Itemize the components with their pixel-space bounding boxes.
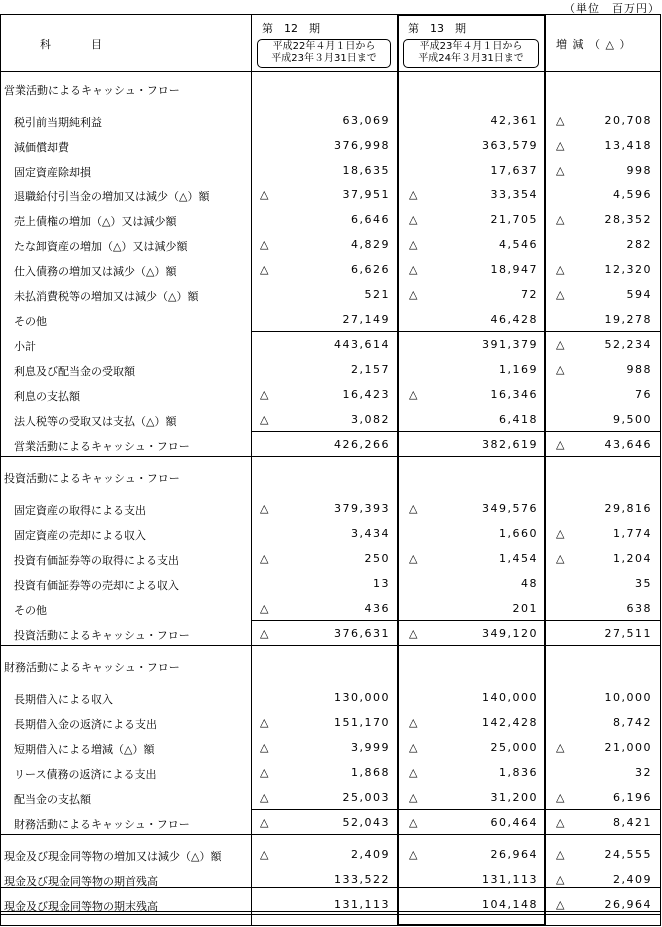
col13-value: 349,576 [482,502,538,515]
row-label: 仕入債務の増加又は減少（△）額 [14,265,177,278]
col12-value: 379,393 [334,502,390,515]
col12-value: 133,522 [334,873,390,886]
col13-value: 131,113 [482,873,538,886]
col13-negative-mark: △ [409,848,418,861]
row-label: 投資有価証券等の売却による収入 [14,579,179,592]
table-row [0,596,661,621]
diff-value: 8,421 [613,816,652,829]
row-label: その他 [14,604,47,617]
col13-period-end: 平成24年３月31日まで [418,53,524,64]
col13-value: 46,428 [490,313,538,326]
diff-value: 998 [626,164,652,177]
col12-negative-mark: △ [260,716,269,729]
col13-value: 21,705 [490,213,538,226]
col12-negative-mark: △ [260,848,269,861]
col12-value: 3,999 [351,741,390,754]
diff-negative-mark: △ [556,898,565,911]
col12-value: 6,646 [351,213,390,226]
table-row [0,842,661,867]
col12-value: 436 [364,602,390,615]
diff-value: 27,511 [604,627,652,640]
diff-negative-mark: △ [556,552,565,565]
diff-negative-mark: △ [556,816,565,829]
col13-negative-mark: △ [409,816,418,829]
diff-value: 28,352 [604,213,652,226]
col13-negative-mark: △ [409,502,418,515]
diff-negative-mark: △ [556,338,565,351]
col12-value: 27,149 [342,313,390,326]
diff-negative-mark: △ [556,363,565,376]
col12-value: 443,614 [334,338,390,351]
unit-label: （単位 百万円） [564,2,660,15]
col13-value: 72 [521,288,538,301]
col12-value: 2,409 [351,848,390,861]
diff-negative-mark: △ [556,791,565,804]
table-row [0,521,661,546]
diff-value: 594 [626,288,652,301]
col13-value: 1,169 [499,363,538,376]
diff-value: 29,816 [604,502,652,515]
diff-value: 76 [635,388,652,401]
table-row [0,282,661,307]
col12-negative-mark: △ [260,741,269,754]
diff-negative-mark: △ [556,438,565,451]
row-label: 利息及び配当金の受取額 [14,365,135,378]
diff-negative-mark: △ [556,873,565,886]
diff-value: 24,555 [604,848,652,861]
col12-value: 52,043 [342,816,390,829]
row-label: 法人税等の受取又は支払（△）額 [14,415,177,428]
col13-value: 6,418 [499,413,538,426]
col12-value: 13 [373,577,390,590]
row-label: 固定資産の売却による収入 [14,529,146,542]
diff-value: 9,500 [613,413,652,426]
diff-negative-mark: △ [556,139,565,152]
table-row [0,232,661,257]
diff-negative-mark: △ [556,741,565,754]
table-row [0,332,661,357]
col13-negative-mark: △ [409,288,418,301]
col13-value: 25,000 [490,741,538,754]
row-label: 長期借入金の返済による支出 [14,718,157,731]
col13-negative-mark: △ [409,238,418,251]
col12-value: 426,266 [334,438,390,451]
diff-value: 19,278 [604,313,652,326]
diff-negative-mark: △ [556,164,565,177]
table-row [0,810,661,835]
col12-value: 376,998 [334,139,390,152]
diff-value: 35 [635,577,652,590]
col12-value: 16,423 [342,388,390,401]
col12-value: 4,829 [351,238,390,251]
col13-value: 60,464 [490,816,538,829]
col13-value: 26,964 [490,848,538,861]
row-label: 営業活動によるキャッシュ・フロー [14,440,190,453]
diff-value: 21,000 [604,741,652,754]
col12-negative-mark: △ [260,602,269,615]
diff-value: 4,596 [613,188,652,201]
col13-value: 1,836 [499,766,538,779]
col13-value: 31,200 [490,791,538,804]
row-label: 現金及び現金同等物の期末残高 [4,900,158,913]
col12-value: 37,951 [342,188,390,201]
table-row [0,621,661,646]
col13-value: 16,346 [490,388,538,401]
row-label: 財務活動によるキャッシュ・フロー [14,818,190,831]
col12-period [257,41,391,65]
row-label: リース債務の返済による支出 [14,768,157,781]
table-row [0,407,661,432]
col13-value: 42,361 [490,114,538,127]
col13-period [403,41,539,65]
col12-negative-mark: △ [260,502,269,515]
row-label: 固定資産除却損 [14,166,91,179]
col12-value: 1,868 [351,766,390,779]
col13-value: 18,947 [490,263,538,276]
diff-value: 2,409 [613,873,652,886]
row-label: 利息の支払額 [14,390,80,403]
row-label: 減価償却費 [14,141,69,154]
col12-value: 521 [364,288,390,301]
diff-header: 増 減 （ △ ） [556,38,632,51]
diff-value: 20,708 [604,114,652,127]
cash-flow-table [0,14,661,926]
col12-period-end: 平成23年３月31日まで [271,53,377,64]
table-row [0,158,661,183]
diff-value: 43,646 [604,438,652,451]
row-label: 小計 [14,340,36,353]
col13-value: 48 [521,577,538,590]
row-label: 長期借入による収入 [14,693,113,706]
table-row [0,867,661,892]
col12-negative-mark: △ [260,791,269,804]
table-row [0,133,661,158]
table-row [0,546,661,571]
col13-value: 142,428 [482,716,538,729]
col13-value: 382,619 [482,438,538,451]
col12-negative-mark: △ [260,388,269,401]
table-row [0,496,661,521]
table-row [0,432,661,457]
diff-value: 32 [635,766,652,779]
section-header-row [0,653,661,678]
row-label: その他 [14,315,47,328]
col13-value: 363,579 [482,139,538,152]
diff-value: 1,204 [613,552,652,565]
row-label: 財務活動によるキャッシュ・フロー [4,661,180,674]
col12-negative-mark: △ [260,816,269,829]
col12-value: 6,626 [351,263,390,276]
table-row [0,571,661,596]
diff-value: 52,234 [604,338,652,351]
header-divider [0,71,661,72]
col12-negative-mark: △ [260,238,269,251]
col12-value: 2,157 [351,363,390,376]
row-label: 投資活動によるキャッシュ・フロー [4,472,180,485]
diff-negative-mark: △ [556,263,565,276]
item-header: 科 目 [40,38,108,51]
table-row [0,307,661,332]
diff-value: 26,964 [604,898,652,911]
row-label: 売上債権の増加（△）又は減少額 [14,215,177,228]
diff-value: 8,742 [613,716,652,729]
col13-value: 391,379 [482,338,538,351]
col12-value: 18,635 [342,164,390,177]
col12-value: 250 [364,552,390,565]
table-row [0,207,661,232]
diff-value: 1,774 [613,527,652,540]
col13-value: 104,148 [482,898,538,911]
row-label: 配当金の支払額 [14,793,91,806]
diff-negative-mark: △ [556,213,565,226]
col13-period-start: 平成23年４月１日から [419,41,523,52]
row-label: たな卸資産の増加（△）又は減少額 [14,240,188,253]
col12-header: 第 12 期 [262,22,320,35]
table-row [0,892,661,917]
col13-negative-mark: △ [409,263,418,276]
col13-negative-mark: △ [409,188,418,201]
diff-negative-mark: △ [556,848,565,861]
col12-value: 63,069 [342,114,390,127]
diff-value: 988 [626,363,652,376]
col12-negative-mark: △ [260,263,269,276]
col13-negative-mark: △ [409,213,418,226]
col12-value: 3,434 [351,527,390,540]
col13-header: 第 13 期 [408,22,466,35]
col12-negative-mark: △ [260,188,269,201]
col12-value: 3,082 [351,413,390,426]
row-label: 営業活動によるキャッシュ・フロー [4,84,180,97]
col12-value: 131,113 [334,898,390,911]
col13-value: 140,000 [482,691,538,704]
diff-negative-mark: △ [556,527,565,540]
col12-value: 25,003 [342,791,390,804]
row-label: 未払消費税等の増加又は減少（△）額 [14,290,199,303]
section-header-row [0,464,661,489]
col13-negative-mark: △ [409,791,418,804]
diff-value: 638 [626,602,652,615]
col13-value: 33,354 [490,188,538,201]
diff-value: 10,000 [604,691,652,704]
table-row [0,357,661,382]
row-label: 税引前当期純利益 [14,116,102,129]
col12-negative-mark: △ [260,627,269,640]
table-row [0,257,661,282]
col13-negative-mark: △ [409,388,418,401]
col12-negative-mark: △ [260,552,269,565]
table-row [0,182,661,207]
table-row [0,382,661,407]
col13-value: 201 [512,602,538,615]
col12-period-start: 平成22年４月１日から [272,41,376,52]
col13-negative-mark: △ [409,766,418,779]
row-label: 現金及び現金同等物の期首残高 [4,875,158,888]
col13-value: 1,454 [499,552,538,565]
table-row [0,685,661,710]
table-row [0,710,661,735]
table-row [0,735,661,760]
row-label: 退職給付引当金の増加又は減少（△）額 [14,190,210,203]
col13-negative-mark: △ [409,741,418,754]
diff-value: 12,320 [604,263,652,276]
col13-negative-mark: △ [409,552,418,565]
section-header-row [0,76,661,101]
table-row [0,760,661,785]
col12-value: 130,000 [334,691,390,704]
diff-value: 6,196 [613,791,652,804]
col12-negative-mark: △ [260,413,269,426]
col13-negative-mark: △ [409,716,418,729]
col13-value: 4,546 [499,238,538,251]
row-label: 固定資産の取得による支出 [14,504,146,517]
col13-value: 349,120 [482,627,538,640]
diff-value: 282 [626,238,652,251]
col13-negative-mark: △ [409,627,418,640]
diff-negative-mark: △ [556,114,565,127]
row-label: 投資活動によるキャッシュ・フロー [14,629,190,642]
col12-negative-mark: △ [260,766,269,779]
diff-value: 13,418 [604,139,652,152]
col12-value: 151,170 [334,716,390,729]
col12-value: 376,631 [334,627,390,640]
col13-value: 17,637 [490,164,538,177]
row-label: 投資有価証券等の取得による支出 [14,554,179,567]
diff-negative-mark: △ [556,288,565,301]
table-row [0,785,661,810]
row-label: 現金及び現金同等物の増加又は減少（△）額 [4,850,222,863]
table-row [0,108,661,133]
row-label: 短期借入による増減（△）額 [14,743,155,756]
col13-value: 1,660 [499,527,538,540]
